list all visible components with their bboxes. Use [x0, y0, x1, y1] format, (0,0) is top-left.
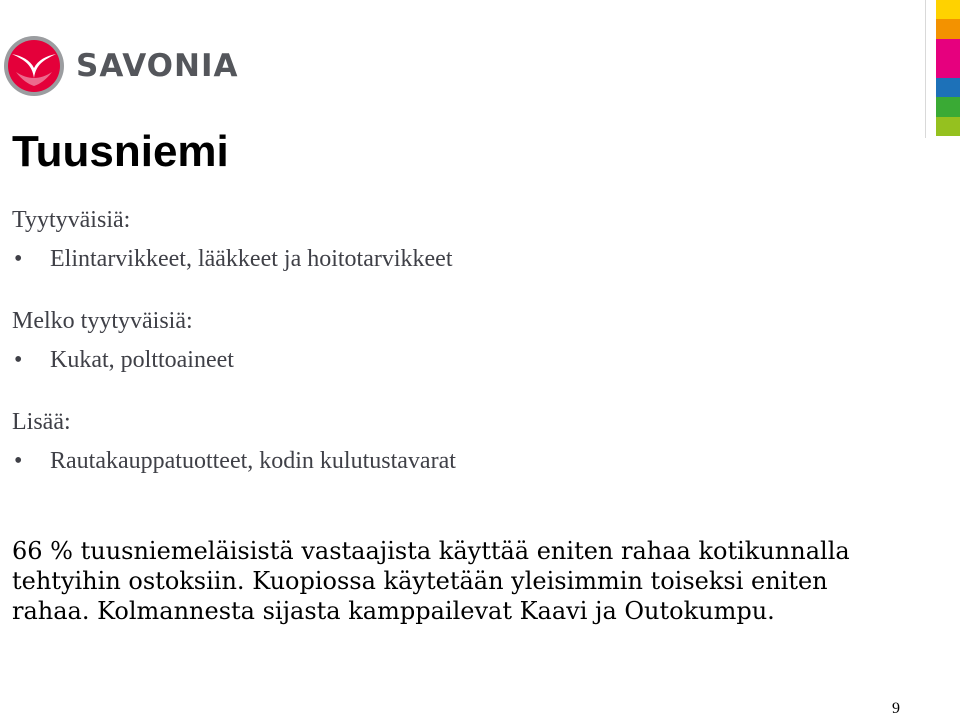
color-block: [936, 117, 960, 136]
content: [12, 205, 912, 508]
list-item: [12, 345, 912, 375]
savonia-logo-icon: [2, 34, 66, 98]
section-heading: Lisää:: [12, 409, 71, 435]
bullet-icon: •: [14, 347, 23, 373]
bullet-icon: •: [14, 448, 23, 474]
color-block: [936, 78, 960, 97]
section-heading: Melko tyytyväisiä:: [12, 308, 193, 334]
color-block: [936, 19, 960, 38]
list-item-text: Elintarvikkeet, lääkkeet ja hoitotarvikkeet: [50, 246, 453, 272]
color-block: [936, 0, 960, 19]
savonia-logo: [2, 30, 238, 102]
savonia-wordmark: SAVONIA: [76, 47, 239, 84]
page-number: 9: [892, 700, 900, 717]
section-fairly-satisfied: [12, 306, 912, 375]
color-strip: [936, 0, 960, 136]
list-item-text: Rautakauppatuotteet, kodin kulutustavarat: [50, 448, 456, 474]
bullet-icon: •: [14, 246, 23, 272]
section-satisfied: [12, 205, 912, 274]
list-item: [12, 446, 912, 476]
color-block: [936, 39, 960, 58]
list-item-text: Kukat, polttoaineet: [50, 347, 234, 373]
color-block: [936, 97, 960, 116]
page-title: Tuusniemi: [12, 127, 229, 176]
color-block: [936, 58, 960, 77]
section-more: [12, 407, 912, 476]
summary-paragraph: 66 % tuusniemeläisistä vastaajista käyttää eniten rahaa kotikunnalla tehtyihin ostoksiin. Kuopiossa käytetään yleisimmin toiseksi eniten rahaa. Kolmannesta sijasta kamppailevat Kaavi ja Outokumpu.: [12, 537, 850, 625]
header-divider: [925, 0, 926, 138]
list-item: [12, 244, 912, 274]
section-heading: Tyytyväisiä:: [12, 207, 131, 233]
